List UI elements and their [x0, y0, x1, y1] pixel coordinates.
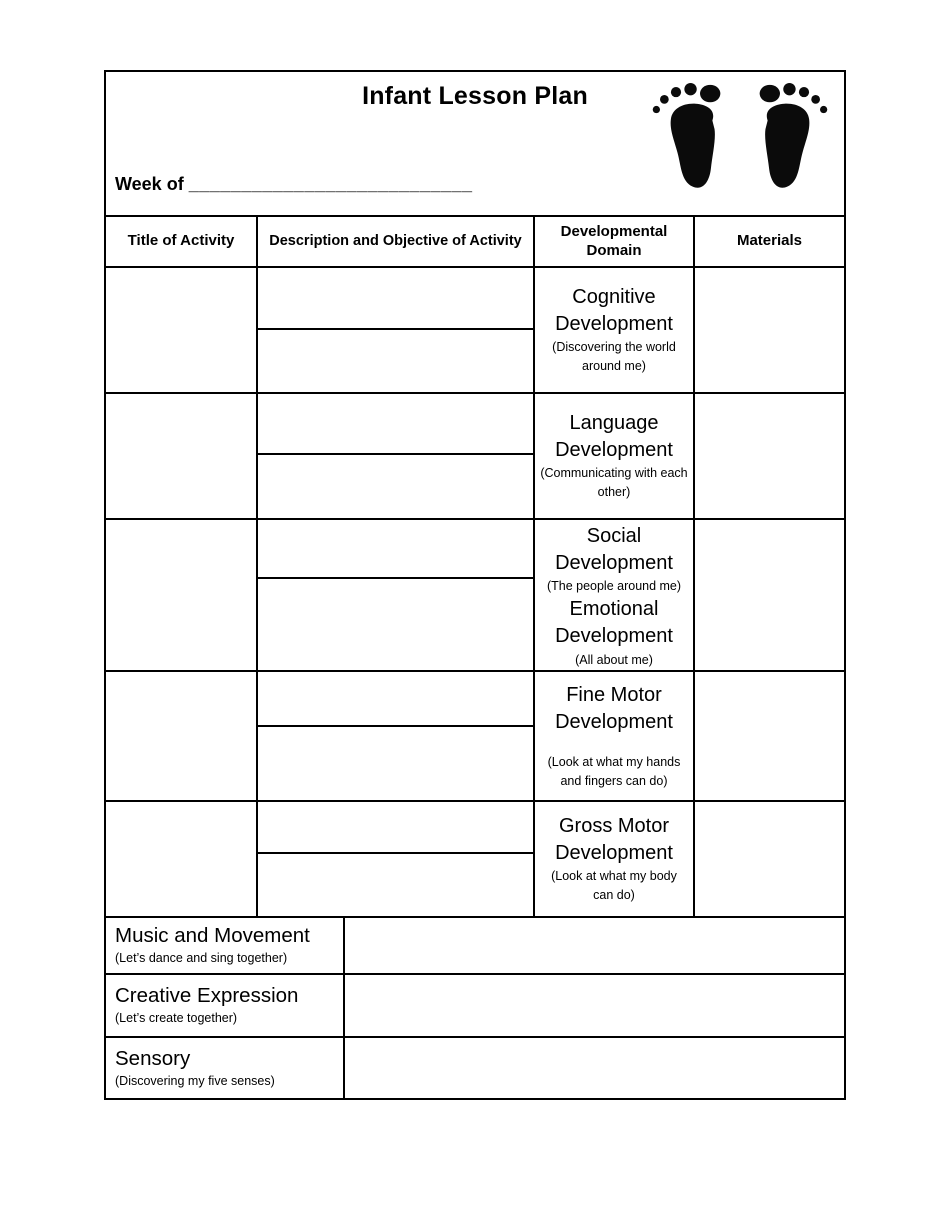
- domain-note: (Communicating with each other): [540, 466, 688, 500]
- description-subcell-top: [258, 520, 533, 579]
- title-of-activity-cell: [106, 802, 258, 916]
- description-subcell-bottom: [258, 330, 533, 392]
- domain-name: Gross Motor Development: [555, 815, 673, 865]
- form-header: [106, 72, 844, 215]
- domain-name: Fine Motor Development: [555, 683, 673, 733]
- description-cell: [258, 672, 535, 800]
- activity-fill-cell: [345, 1038, 844, 1098]
- column-header-description: Description and Objective of Activity: [258, 217, 535, 266]
- column-header-developmental-domain: Developmental Domain: [535, 217, 695, 266]
- week-of-field: [115, 174, 473, 195]
- materials-cell: [695, 268, 844, 392]
- developmental-domain-cell: [535, 268, 695, 392]
- description-cell: [258, 394, 535, 518]
- activity-label-cell: [106, 918, 345, 973]
- table-row-cognitive: [106, 266, 844, 392]
- table-row-gross-motor: [106, 800, 844, 916]
- materials-cell: [695, 802, 844, 916]
- domain-note: (Look at what my hands and fingers can do): [547, 754, 681, 788]
- domain-note: (The people around me): [546, 579, 682, 594]
- activity-label: Music and Movement: [115, 924, 310, 948]
- domain-note: (Look at what my body can do): [551, 869, 677, 903]
- title-of-activity-cell: [106, 672, 258, 800]
- title-of-activity-cell: [106, 520, 258, 672]
- baby-footprints-icon: [650, 78, 828, 200]
- column-header-materials: Materials: [736, 232, 803, 250]
- materials-cell: [695, 394, 844, 518]
- domain-note: (Discovering the world around me): [552, 340, 676, 374]
- table-row-creative-expression: [106, 973, 844, 1036]
- description-cell: [258, 802, 535, 916]
- description-subcell-bottom: [258, 579, 533, 672]
- table-row-fine-motor: [106, 670, 844, 800]
- developmental-domain-cell: [535, 802, 695, 916]
- table-row-music-and-movement: [106, 916, 844, 973]
- column-header-title-of-activity: Title of Activity: [106, 217, 258, 266]
- description-subcell-top: [258, 802, 533, 854]
- activity-label: Creative Expression: [115, 984, 299, 1008]
- domain-name: Emotional Development: [555, 598, 673, 648]
- activity-fill-cell: [345, 918, 844, 973]
- description-cell: [258, 268, 535, 392]
- domain-name: Cognitive Development: [555, 286, 673, 336]
- developmental-domain-cell: [535, 394, 695, 518]
- title-of-activity-cell: [106, 268, 258, 392]
- description-cell: [258, 520, 535, 672]
- activity-note: (Let’s create together): [115, 1011, 238, 1026]
- activity-label: Sensory: [115, 1046, 191, 1070]
- description-subcell-top: [258, 394, 533, 455]
- activity-label-cell: [106, 1038, 345, 1098]
- domain-note: (All about me): [575, 652, 653, 667]
- domain-name: Social Development: [555, 525, 673, 575]
- description-subcell-top: [258, 672, 533, 727]
- activity-label-cell: [106, 975, 345, 1036]
- description-subcell-bottom: [258, 854, 533, 916]
- week-of-label: Week of: [115, 174, 184, 194]
- table-row-language: [106, 392, 844, 518]
- right-footprint-icon: [748, 78, 828, 200]
- description-subcell-bottom: [258, 727, 533, 800]
- title-of-activity-cell: [106, 394, 258, 518]
- left-footprint-icon: [652, 78, 732, 200]
- activity-note: (Let’s dance and sing together): [115, 951, 288, 966]
- week-of-blank-line: ___________________________: [188, 174, 473, 194]
- infant-lesson-plan-form: [104, 70, 846, 1100]
- materials-cell: [695, 520, 844, 672]
- page-title: Infant Lesson Plan: [362, 82, 588, 110]
- domain-name: Language Development: [555, 412, 673, 462]
- materials-cell: [695, 672, 844, 800]
- table-row-social-emotional: [106, 518, 844, 670]
- column-header-row: [106, 215, 844, 266]
- description-subcell-top: [258, 268, 533, 330]
- table-row-sensory: [106, 1036, 844, 1098]
- developmental-domain-cell: [535, 520, 695, 672]
- activity-fill-cell: [345, 975, 844, 1036]
- developmental-domain-cell: [535, 672, 695, 800]
- description-subcell-bottom: [258, 455, 533, 518]
- activity-note: (Discovering my five senses): [115, 1073, 275, 1088]
